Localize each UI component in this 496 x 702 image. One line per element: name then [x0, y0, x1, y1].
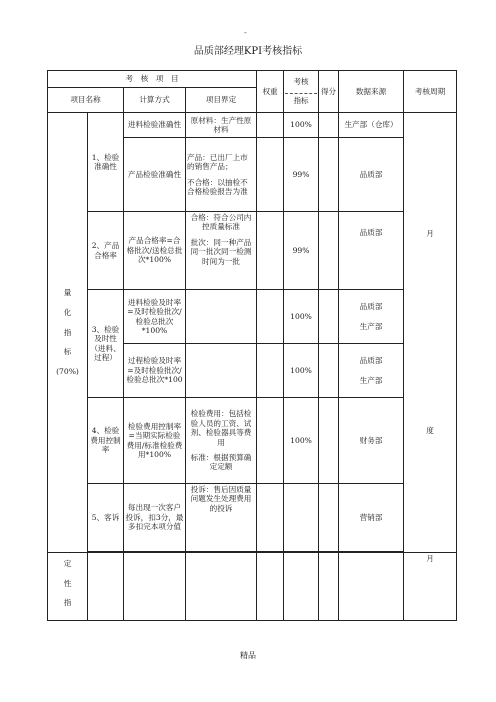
header-target	[284, 71, 319, 113]
source-1a: 生产部（仓库）	[339, 113, 404, 138]
header-scope: 项目界定	[186, 88, 257, 113]
score-5	[319, 484, 339, 552]
header-source: 数据来源	[339, 71, 404, 113]
target-4: 100%	[284, 398, 319, 484]
scope-3a	[186, 290, 257, 344]
scope-4-line1: 检验费用：包括检验人员的工资、试剂、检验器具等费用	[190, 409, 252, 447]
scope-2-line2: 批次：同一种产品同一批次同一检测时间为一批	[190, 237, 252, 266]
scope-3b	[186, 344, 257, 398]
item-name-5: 5、客诉	[88, 484, 124, 552]
scope-4-line2: 标准：根据预算确定定额	[190, 452, 252, 472]
source-3a-line1: 品质部	[359, 302, 383, 312]
page-dot: -	[244, 28, 247, 37]
quant-label-3: 指	[63, 327, 72, 337]
source-1b: 品质部	[339, 138, 404, 212]
target-3b: 100%	[284, 344, 319, 398]
source-5: 营销部	[339, 484, 404, 552]
weight-4	[257, 398, 284, 484]
header-score: 得分	[319, 71, 339, 113]
source-3b	[339, 344, 404, 398]
qual-source	[339, 553, 404, 621]
qual-period: 月	[404, 553, 457, 621]
quant-label-5: (70%)	[56, 367, 79, 377]
weight-1a	[257, 113, 284, 138]
item-name-3-line2: （进料、过程）	[90, 343, 121, 362]
quant-label-cell	[48, 113, 88, 553]
source-3b-line1: 品质部	[359, 356, 383, 366]
calc-1b: 产品检验准确性	[124, 138, 186, 212]
target-3a: 100%	[284, 290, 319, 344]
calc-1a: 进料检验准确性	[124, 113, 186, 138]
scope-1b-line1: 产品：已出厂上市的销售产品；	[187, 152, 248, 172]
calc-3b: 过程检验及时率=及时检验批次/检验总批次*100	[124, 344, 186, 398]
score-2	[319, 212, 339, 290]
quant-label-1: 量	[63, 288, 72, 298]
header-target-line2: 指标	[293, 96, 309, 106]
qual-item-name	[88, 553, 124, 621]
score-3a	[319, 290, 339, 344]
qual-calc	[124, 553, 186, 621]
quant-period-2: 度	[426, 426, 434, 436]
weight-1b	[257, 138, 284, 212]
quant-label-2: 化	[63, 307, 72, 317]
item-name-3-line1: 3、检验及时性	[91, 324, 120, 344]
header-period: 考核周期	[404, 71, 457, 113]
qual-score	[319, 553, 339, 621]
qual-label-1: 定	[63, 559, 72, 568]
source-2: 品质部	[339, 212, 404, 290]
weight-5	[257, 484, 284, 552]
quant-period-cell	[404, 113, 457, 553]
kpi-table	[47, 70, 457, 621]
calc-5: 每出现一次客户投诉，扣3分，最多扣完本项分值	[124, 484, 186, 552]
target-2: 99%	[284, 212, 319, 290]
scope-1a: 原材料：生产性原材料	[186, 113, 257, 138]
source-3a	[339, 290, 404, 344]
quant-period-1: 月	[426, 228, 434, 238]
target-1b: 99%	[284, 138, 319, 212]
calc-3a: 进料检验及时率=及时检验批次/检验总批次*100%	[124, 290, 186, 344]
source-3b-line2: 生产部	[359, 375, 383, 385]
qual-scope	[186, 553, 257, 621]
score-1b	[319, 138, 339, 212]
item-name-4: 4、检验费用控制率	[88, 398, 124, 484]
header-group-cell: 考 核 项 目	[48, 71, 257, 88]
scope-1b-line2: 不合格：以抽检不合格检验报告为准	[187, 177, 248, 196]
qual-weight	[257, 553, 284, 621]
item-name-1: 1、检验准确性	[88, 113, 124, 212]
scope-2	[186, 212, 257, 290]
calc-2: 产品合格率=合格批次/送检总批次*100%	[124, 212, 186, 290]
item-name-2: 2、产品合格率	[88, 212, 124, 290]
scope-2-line1: 合格：符合公司内控质量标准	[190, 213, 252, 232]
score-1a	[319, 113, 339, 138]
qual-label-cell	[48, 553, 88, 621]
header-weight: 权重	[257, 71, 284, 113]
target-1a: 100%	[284, 113, 319, 138]
score-3b	[319, 344, 339, 398]
scope-4	[186, 398, 257, 484]
header-item-name: 项目名称	[48, 88, 124, 113]
header-target-line1: 考核	[293, 77, 309, 87]
qual-label-2: 性	[63, 578, 72, 588]
weight-3b	[257, 344, 284, 398]
target-5	[284, 484, 319, 552]
weight-3a	[257, 290, 284, 344]
qual-label-3: 指	[63, 598, 72, 608]
item-name-3	[88, 290, 124, 398]
scope-5: 投诉：售后因质量问题发生处理费用的投诉	[186, 484, 257, 552]
header-calc: 计算方式	[124, 88, 186, 113]
page-title: 品质部经理KPI考核指标	[193, 46, 303, 57]
quant-label-4: 标	[63, 347, 72, 357]
qual-target	[284, 553, 319, 621]
scope-1b	[186, 138, 257, 212]
weight-2	[257, 212, 284, 290]
score-4	[319, 398, 339, 484]
source-4: 财务部	[339, 398, 404, 484]
header-target-divider	[285, 92, 317, 94]
calc-4: 检验费用控制率=当期实际检验费用/标准检验费用*100%	[124, 398, 186, 484]
page-footer: 精品	[240, 651, 256, 660]
source-3a-line2: 生产部	[359, 321, 383, 331]
